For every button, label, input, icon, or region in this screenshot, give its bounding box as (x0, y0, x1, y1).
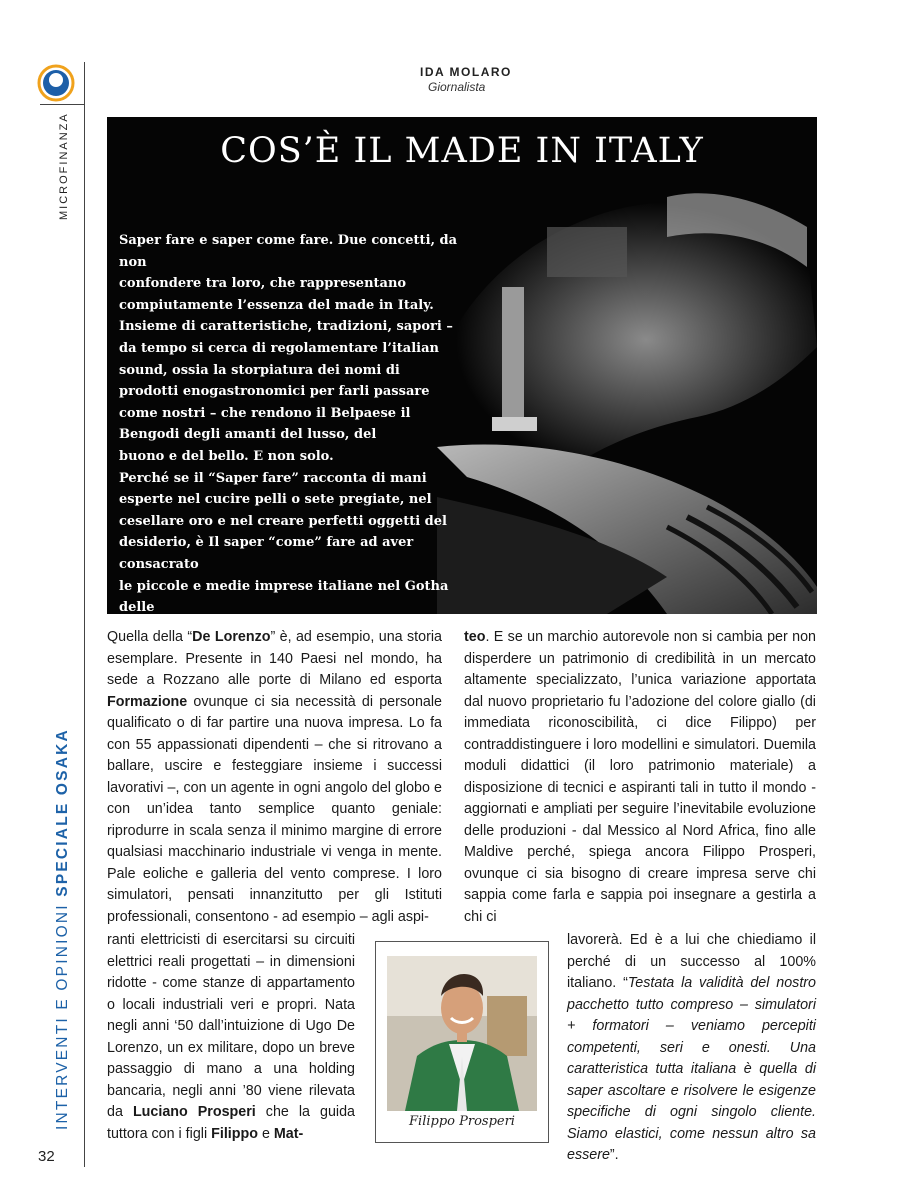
body-column-1 (107, 627, 442, 928)
person-name: teo (464, 629, 486, 645)
portrait-photo (387, 956, 537, 1111)
person-name: Filippo (211, 1125, 258, 1142)
magazine-logo (37, 64, 75, 102)
intro-line: da tempo si cerca di regolamentare l’italian (119, 340, 439, 356)
paragraph (107, 930, 355, 1145)
rubric-bold: SPECIALE OSAKA (54, 728, 71, 897)
intro-line: le piccole e medie imprese italiane nel Gotha delle (119, 578, 449, 614)
intro-line: cesellare oro e nel creare perfetti oggetti del (119, 513, 447, 529)
intro-line: buono e del bello. E non solo. (119, 448, 334, 464)
text-run: Quella della “ (107, 629, 193, 645)
body-column-1-continued (107, 930, 355, 1145)
photo-caption: Filippo Prosperi (409, 1114, 515, 1129)
text-run: ovunque ci sia necessità di personale qualificato o di far partire una nuova impresa. Lo fa con 55 appassionati dipendenti – che si ritrovano a ballare, uscire e festeggiare insieme i successi lavorativi –, con un agente in ogni angolo del globo e con un’idea tanto semplice quanto geniale: riprodurre in scala senza il minimo margine di errore qualsiasi macchinario industriale vi venga in mente. Pale eoliche e galleria del vento comprese. I loro simulatori, pensati innanzitutto per gli Istituti professionali, consentono - ad esempio – agli aspi- (107, 693, 442, 925)
paragraph (107, 627, 442, 928)
company-name: De Lorenzo (192, 629, 271, 645)
paragraph (464, 627, 816, 928)
section-label: MICROFINANZA (58, 112, 70, 220)
intro-line: confondere tra loro, che rappresentano (119, 276, 407, 292)
intro-line: Saper fare e saper come fare. Due concetti, da non (119, 233, 458, 270)
rubric-light: INTERVENTI E OPINIONI (54, 903, 71, 1130)
intro-line: sound, ossia la storpiatura dei nomi di (119, 362, 400, 378)
text-run: lavorerà. Ed è a lui che chiediamo il perché di un successo al 100% italiano. “ (567, 932, 816, 991)
paragraph (567, 930, 816, 1167)
intro-line: Bengodi degli amanti del lusso, del (119, 427, 377, 443)
text-run: ranti elettricisti di esercitarsi su circuiti elettrici reali progettati – in dimensioni ridotte - come stanze di appartamento o locali industriali veri e propri. Nata negli anni ‘50 dall’intuizione di Ugo De Lorenzo, un ex militare, dopo un breve passaggio di mano a una holding bancaria, negli anni ’80 viene rilevata da (107, 932, 355, 1120)
body-column-2-continued (567, 930, 816, 1167)
text-run: . E se un marchio autorevole non si cambia per non disperdere un patrimonio di credibilità in un mercato altamente specializzato, l’unica variazione apportata dal nuovo proprietario fu l’adozione del colore giallo (di immediata riconoscibilità, ci dice Filippo) per contraddistinguere i loro modellini e simulatori. Duemila moduli didattici (il loro patrimonio materiale) a disposizione di tecnici e aspiranti tali in tutto il mondo - aggiornati e ampliati per seguire l’inevitabile evoluzione delle produzioni - dal Messico al Nord Africa, fino alle Maldive perché, spiega ancora Filippo Prosperi, ovunque ci sia bisogno di creare impresa serve chi sappia come farla e sappia poi insegnare a gestirla a chi ci (464, 629, 816, 925)
text-run: e (257, 1125, 274, 1142)
intro-line: come nostri – che rendono il Belpaese il (119, 405, 411, 421)
author-block (420, 65, 620, 94)
rail-divider (40, 104, 84, 105)
intro-line: esperte nel cucire pelli o sete pregiate, nel (119, 492, 432, 508)
portrait-photo-frame (375, 941, 549, 1143)
rail-line (84, 62, 85, 1167)
article-intro (119, 230, 484, 614)
text-run: che la guida tuttora con i figli (107, 1104, 356, 1142)
person-name: Luciano Prosperi (132, 1104, 256, 1120)
intro-line: desiderio, è Il saper “come” fare ad aver consacrato (119, 535, 414, 572)
intro-line: prodotti enogastronomici per farli passare (119, 384, 430, 400)
intro-line: compiutamente l’essenza del made in Italy. (119, 297, 434, 313)
author-name: IDA MOLARO (420, 65, 512, 79)
quote: Testata la validità del nostro pacchetto tutto compreso – simulatori + formatori – veniamo percepiti competenti, seri e onesti. Una caratteristica tutta italiana è quella di saper ascoltare e risolvere le esigenze specifiche di ogni singolo cliente. Siamo elastici, come nessun altro sa essere (567, 975, 817, 1163)
text-run: ” è, ad esempio, una storia esemplare. Presente in 140 Paesi nel mondo, ha sede a Rozzano alle porte di Milano ed esporta (107, 629, 442, 688)
rubric-label (54, 728, 72, 1130)
page-number: 32 (38, 1148, 55, 1165)
article-title: COS’È IL MADE IN ITALY (220, 131, 704, 171)
intro-line: Perché se il “Saper fare” racconta di mani (119, 470, 427, 486)
author-role: Giornalista (428, 80, 486, 94)
person-name: Mat- (273, 1125, 304, 1142)
body-column-2 (464, 627, 816, 928)
hero-banner (107, 117, 817, 614)
intro-line: Insieme di caratteristiche, tradizioni, sapori – (119, 319, 453, 335)
text-run: ”. (609, 1147, 619, 1163)
keyword: Formazione (107, 693, 188, 710)
